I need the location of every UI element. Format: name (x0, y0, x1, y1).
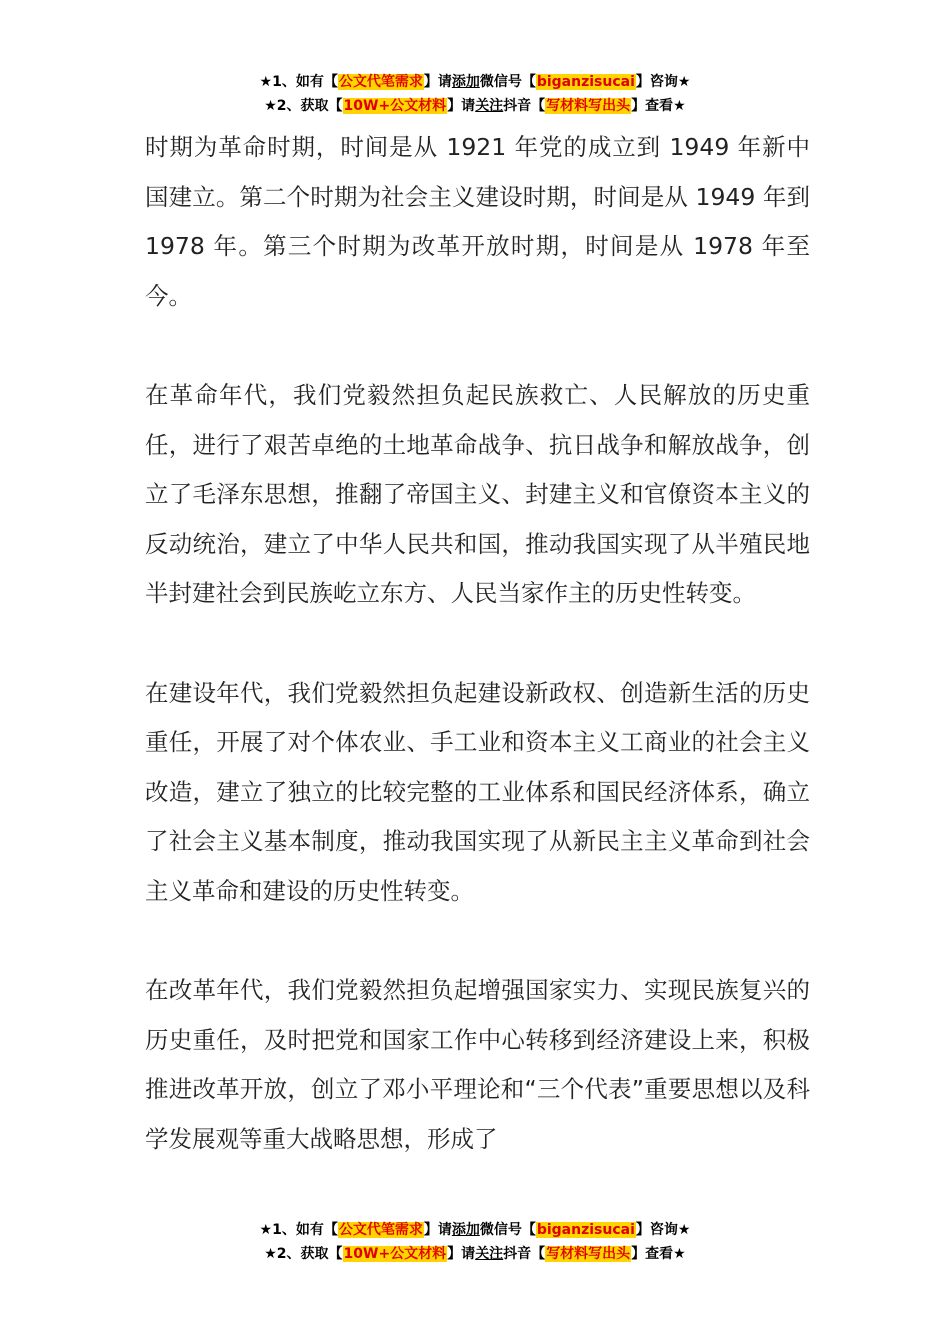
banner-line-2 (0, 94, 950, 118)
footer-line-1-highlight-service: 公文代笔需求 (338, 1222, 423, 1238)
paragraph-construction-era: 在建设年代，我们党毅然担负起建设新政权、创造新生活的历史重任，开展了对个体农业、手工业和资本主义工商业的社会主义改造，建立了独立的比较完整的工业体系和国民经济体系，确立了社会主义基本制度，推动我国实现了从新民主主义革命到社会主义革命和建设的历史性转变。 (145, 678, 810, 905)
banner-line-1-underline: 添加 (451, 74, 480, 90)
paragraph-revolution-era: 在革命年代，我们党毅然担负起民族救亡、人民解放的历史重任，进行了艰苦卓绝的土地革命战争、抗日战争和解放战争，创立了毛泽东思想，推翻了帝国主义、封建主义和官僚资本主义的反动统治，建立了中华人民共和国，推动我国实现了从半殖民地半封建社会到民族屹立东方、人民当家作主的历史性转变。 (145, 380, 810, 608)
header-banner (0, 70, 950, 118)
footer-line-1-suffix: 】咨询★ (635, 1222, 691, 1238)
banner-line-1-highlight-wechat: biganzisucai (536, 74, 635, 90)
banner-line-1-mid2: 微信号【 (479, 74, 536, 90)
banner-line-2-suffix: 】查看★ (631, 98, 686, 114)
footer-line-2-underline: 关注 (475, 1246, 504, 1262)
banner-line-2-highlight-materials: 10W+公文材料 (343, 98, 447, 114)
banner-line-2-mid: 】请 (447, 98, 476, 114)
banner-line-1-suffix: 】咨询★ (635, 74, 691, 90)
banner-line-1-prefix: ★1、如有【 (259, 74, 338, 90)
footer-line-2 (0, 1242, 950, 1266)
footer-line-2-highlight-materials: 10W+公文材料 (343, 1246, 447, 1262)
document-body (145, 123, 810, 1164)
footer-line-2-highlight-douyin: 写材料写出头 (546, 1246, 631, 1262)
paragraph-reform-era: 在改革年代，我们党毅然担负起增强国家实力、实现民族复兴的历史重任，及时把党和国家工作中心转移到经济建设上来，积极推进改革开放，创立了邓小平理论和“三个代表”重要思想以及科学发展观等重大战略思想，形成了 (145, 976, 810, 1153)
footer-line-1-highlight-wechat: biganzisucai (536, 1222, 635, 1238)
footer-line-2-mid2: 抖音【 (503, 1246, 546, 1262)
footer-line-1-prefix: ★1、如有【 (259, 1222, 338, 1238)
footer-line-1-underline: 添加 (451, 1222, 480, 1238)
banner-line-2-underline: 关注 (475, 98, 504, 114)
footer-line-2-prefix: ★2、获取【 (264, 1246, 343, 1262)
banner-line-2-prefix: ★2、获取【 (264, 98, 343, 114)
banner-line-1-mid: 】请 (423, 74, 452, 90)
banner-line-1-highlight-service: 公文代笔需求 (338, 74, 423, 90)
footer-line-1-mid: 】请 (423, 1222, 452, 1238)
footer-line-1-mid2: 微信号【 (479, 1222, 536, 1238)
footer-banner (0, 1218, 950, 1266)
paragraph-periods: 时期为革命时期，时间是从 1921 年党的成立到 1949 年新中国建立。第二个时期为社会主义建设时期，时间是从 1949 年到 1978 年。第三个时期为改革开放时期，时间是从 1978 年至今。 (145, 133, 810, 310)
footer-line-2-suffix: 】查看★ (631, 1246, 686, 1262)
footer-line-1 (0, 1218, 950, 1242)
footer-line-2-mid: 】请 (447, 1246, 476, 1262)
banner-line-2-mid2: 抖音【 (503, 98, 546, 114)
banner-line-1 (0, 70, 950, 94)
banner-line-2-highlight-douyin: 写材料写出头 (546, 98, 631, 114)
